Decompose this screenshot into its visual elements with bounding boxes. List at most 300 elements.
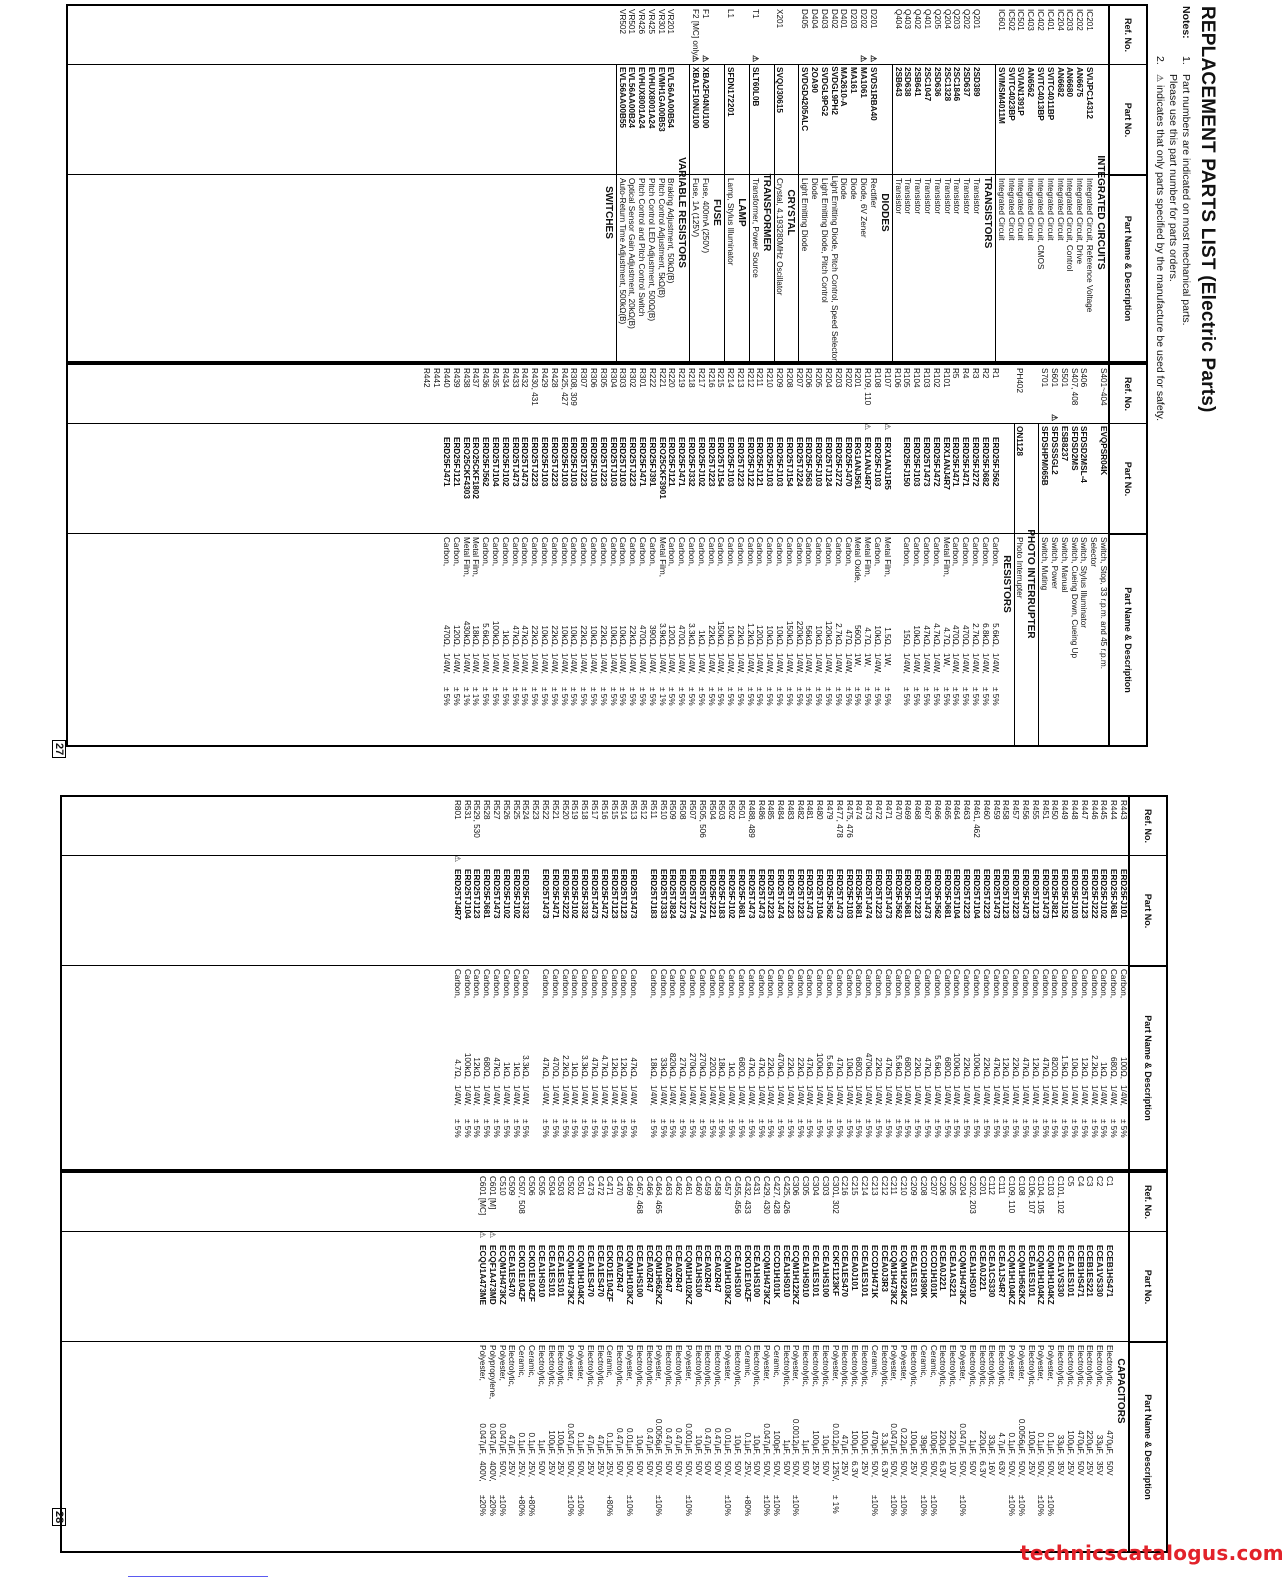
table-row xyxy=(605,1173,615,1551)
part-description: Switch, Stop, 33 r.p.m. and 45 r.p.m. xyxy=(1099,537,1108,669)
part-type: Polyester, xyxy=(722,1345,732,1381)
part-rating: 1/4W, xyxy=(686,653,696,674)
part-tolerance: ± 5% xyxy=(1099,1119,1109,1138)
part-no: ERD25FJ103 xyxy=(775,437,785,487)
part-description: Integrated Circuit, CMOS xyxy=(1036,178,1046,270)
part-value: 100kΩ, xyxy=(490,620,500,647)
part-value: 0.47µF, xyxy=(673,1427,683,1455)
part-value: 47kΩ, xyxy=(492,1057,501,1079)
part-value: 3.3kΩ, xyxy=(521,1055,531,1079)
part-rating: 50V, xyxy=(958,1461,968,1478)
part-tolerance: ± 5% xyxy=(766,1119,776,1138)
part-rating: 1/4W, xyxy=(972,1085,982,1106)
part-tolerance: ± 5% xyxy=(1021,1119,1031,1138)
part-rating: 1/4W, xyxy=(717,1085,727,1106)
part-value: 1.5Ω, xyxy=(882,627,892,647)
part-value: 47kΩ, xyxy=(746,1057,756,1079)
part-no: ERD25TJ473 xyxy=(922,437,932,487)
ref-no: C303 xyxy=(820,1176,830,1196)
part-tolerance: ±10% xyxy=(889,1495,899,1516)
table-row xyxy=(637,365,647,745)
part-type: Electrolytic, xyxy=(1105,1345,1114,1387)
part-description: Diode xyxy=(849,178,859,200)
table-body xyxy=(477,1173,1128,1551)
part-type: Carbon, xyxy=(903,969,913,999)
part-type: Carbon, xyxy=(804,537,814,567)
ref-no: R515 xyxy=(609,800,619,820)
part-type xyxy=(422,533,432,599)
part-rating: 50V, xyxy=(624,1461,634,1478)
part-rating: 50V, xyxy=(918,1461,928,1478)
part-description: Switch, Stylus Illuminator xyxy=(1079,537,1089,629)
part-value: 47µF, xyxy=(585,1434,595,1455)
part-no: ERD25FJ562 xyxy=(893,869,903,919)
part-no: 2SC1047 xyxy=(923,67,933,102)
part-rating: 1/4W, xyxy=(962,1085,972,1106)
part-no: ERX1ANJ4R7 xyxy=(941,437,951,490)
part-no: EVL56AA00B54 xyxy=(666,67,676,128)
table-row xyxy=(765,365,775,745)
part-no: ERD25TJ123 xyxy=(1030,869,1040,919)
table-row xyxy=(666,6,676,361)
part-rating: 1W, xyxy=(853,653,863,668)
part-rating: 1/4W, xyxy=(647,653,657,674)
part-no: ERD25TJ473 xyxy=(834,869,844,919)
part-type: Electrolytic, xyxy=(507,1345,517,1387)
part-type: Electrolytic, xyxy=(536,1345,546,1387)
part-type: Carbon, xyxy=(834,969,844,999)
part-no: SVIJPC14312 xyxy=(1085,67,1094,119)
part-rating: 50V, xyxy=(762,1461,772,1478)
part-type xyxy=(892,533,902,599)
header-desc: Part Name & Description xyxy=(1143,1015,1153,1121)
part-no: ECEA1VS330 xyxy=(1095,1245,1105,1297)
ref-no: R521 xyxy=(550,800,560,820)
part-tolerance: ± 5% xyxy=(972,1119,982,1138)
part-type: Electrolytic, xyxy=(820,1345,830,1387)
part-value: 5.6kΩ, xyxy=(481,623,491,647)
part-no: ERD25TJ223 xyxy=(981,869,991,919)
part-type: Carbon, xyxy=(549,537,559,567)
part-tolerance: ± 5% xyxy=(472,1119,482,1138)
table-row xyxy=(921,365,931,745)
ref-no: R450 xyxy=(1050,800,1060,820)
table-row xyxy=(848,6,858,361)
part-no: ERD25FJ681 xyxy=(482,869,492,919)
ref-no: C463 xyxy=(664,1176,674,1196)
part-rating: 50V, xyxy=(869,1461,879,1478)
part-tolerance xyxy=(1026,1495,1036,1525)
part-type: Electrolytic, xyxy=(1075,1345,1085,1387)
part-rating: 1/4W, xyxy=(913,1085,923,1106)
part-type: Polyester, xyxy=(1007,1345,1017,1381)
part-description: Braking Adjustment, 50kΩ(B) xyxy=(666,178,676,284)
table-row xyxy=(549,365,559,745)
part-rating: 6.3V xyxy=(977,1461,987,1478)
part-tolerance: ±10% xyxy=(918,1495,928,1516)
table-row xyxy=(598,365,608,745)
table-row xyxy=(578,365,588,745)
part-rating: 1/4W, xyxy=(834,1085,844,1106)
part-rating: 25V xyxy=(909,1461,919,1476)
part-tolerance: ±10% xyxy=(958,1495,968,1516)
part-tolerance: ± 1% xyxy=(471,687,481,706)
table-row xyxy=(942,797,952,1169)
part-rating: 1/4W, xyxy=(765,653,775,674)
ref-no: R520 xyxy=(560,800,570,820)
table-row xyxy=(942,6,952,361)
part-rating: 1/4W, xyxy=(805,1085,815,1106)
part-tolerance: ± 5% xyxy=(549,687,559,706)
part-no: ERD25TJ223 xyxy=(785,869,795,919)
header-desc: Part Name & Description xyxy=(1123,587,1133,693)
part-value: 150kΩ, xyxy=(784,620,794,647)
part-description: Auto-Return Time Adjustment, 500kΩ(B) xyxy=(617,178,627,325)
part-tolerance: ±10% xyxy=(654,1495,664,1516)
ref-no: C510 xyxy=(497,1176,507,1196)
table-row xyxy=(971,797,981,1169)
part-rating: 1/4W, xyxy=(814,653,824,674)
part-type: Polyester, xyxy=(624,1345,634,1381)
part-type: Carbon, xyxy=(1109,969,1119,999)
ref-no: VR301 xyxy=(656,9,666,35)
part-value: 10µF, xyxy=(732,1434,742,1455)
part-tolerance: ± 5% xyxy=(550,1119,560,1138)
part-no: ECEA0J221 xyxy=(938,1245,948,1291)
part-no: ERD25FJ102 xyxy=(1099,869,1109,919)
part-type xyxy=(431,533,441,599)
table-row xyxy=(1108,797,1118,1169)
part-tolerance xyxy=(977,1495,987,1525)
part-tolerance: ± 5% xyxy=(991,1119,1001,1138)
ref-no: C210 xyxy=(899,1176,909,1196)
table-row xyxy=(853,365,863,745)
part-type: Electrolytic, xyxy=(1065,1345,1075,1387)
ref-no: C425, 426 xyxy=(781,1176,791,1214)
table-row xyxy=(628,797,638,1169)
part-value: 470pF, xyxy=(869,1430,879,1455)
part-rating: 1/4W, xyxy=(942,1085,952,1106)
ref-no: Q205 xyxy=(932,9,942,30)
part-no: SFDN172201 xyxy=(725,67,735,117)
part-tolerance xyxy=(908,1495,918,1525)
part-no: ERD25TJ223 xyxy=(1011,869,1021,919)
ref-no: R481 xyxy=(805,800,815,820)
safety-mark-icon: ⚠ xyxy=(487,1231,497,1239)
section-title: CAPACITORS xyxy=(1115,1358,1126,1424)
part-rating: 50V, xyxy=(566,1461,576,1478)
ref-no: R480 xyxy=(815,800,825,820)
part-type: Electrolytic, xyxy=(1085,1345,1095,1387)
part-rating: 1/4W, xyxy=(618,653,628,674)
table-row xyxy=(941,365,951,745)
ref-no: R101 xyxy=(941,368,951,388)
part-value: 1kΩ, xyxy=(727,1061,737,1079)
part-no: ERD25FJ102 xyxy=(501,869,511,919)
part-rating: 25V xyxy=(860,1461,870,1476)
part-no xyxy=(892,423,902,533)
part-rating: 25V, xyxy=(526,1461,536,1478)
note-number: 2. xyxy=(1154,56,1166,65)
part-tolerance: ± 5% xyxy=(599,1119,609,1138)
table-row xyxy=(1040,797,1050,1169)
part-no: ERD25TJ223 xyxy=(706,437,716,487)
ref-no: R108 xyxy=(873,368,883,388)
table-row xyxy=(775,797,785,1169)
part-tolerance: ±10% xyxy=(683,1495,693,1516)
part-rating: 1/4W, xyxy=(971,653,981,674)
part-no: MA161 xyxy=(849,67,859,94)
part-type: Carbon, xyxy=(952,969,962,999)
table-row xyxy=(971,6,981,361)
part-rating: 1/4W, xyxy=(784,653,794,674)
table-row xyxy=(1036,1173,1046,1551)
table-row xyxy=(1050,797,1060,1169)
part-tolerance: ± 5% xyxy=(706,687,716,706)
part-value: 390Ω, xyxy=(647,624,657,647)
part-no: ERD25FJ103 xyxy=(588,437,598,487)
part-no: ERD25TJ104 xyxy=(462,869,472,919)
table-row xyxy=(883,797,893,1169)
part-tolerance xyxy=(801,1495,811,1525)
part-no: ERD25FJ103 xyxy=(539,437,549,487)
part-no: ERD25TJ224 xyxy=(794,437,804,487)
table-row xyxy=(422,365,432,745)
part-no: ERD25TJ473 xyxy=(520,437,530,487)
ref-no: F2 [MC] only xyxy=(691,9,701,56)
part-rating: 25V xyxy=(1026,1461,1036,1476)
ref-no: D203 xyxy=(849,9,859,29)
part-tolerance xyxy=(712,1495,722,1525)
part-rating: 1/4W, xyxy=(883,1085,893,1106)
ref-no: R218 xyxy=(686,368,696,388)
table-row xyxy=(834,797,844,1169)
part-rating: 1/4W, xyxy=(951,653,961,674)
table-row xyxy=(676,365,686,745)
part-tolerance xyxy=(703,1495,713,1525)
part-no: ERD25TJ123 xyxy=(1001,869,1011,919)
part-type: Metal Film, xyxy=(863,537,873,578)
part-no: ERD25FJ121 xyxy=(755,437,765,487)
part-value: 5.6kΩ, xyxy=(932,1055,942,1079)
table-row xyxy=(912,797,922,1169)
part-type: Electrolytic, xyxy=(997,1345,1007,1387)
table-row xyxy=(693,1173,703,1551)
part-type: Carbon, xyxy=(972,969,982,999)
ref-no: C207 xyxy=(928,1176,938,1196)
part-type: Carbon, xyxy=(784,537,794,567)
ref-no: R302 xyxy=(628,368,638,388)
part-no xyxy=(422,423,432,533)
safety-mark-icon: ⚠ xyxy=(750,55,760,63)
section-title: PHOTO INTERRUPTER xyxy=(1024,423,1039,745)
table-row xyxy=(840,1173,850,1551)
part-no: ERD25TJ274 xyxy=(697,869,707,919)
ref-no: C202, 203 xyxy=(967,1176,977,1214)
part-value: 15Ω, xyxy=(902,629,912,647)
part-value: 470µF, xyxy=(1105,1430,1114,1455)
part-no: ERD25FJ272 xyxy=(833,437,843,487)
part-rating: 1/4W, xyxy=(1070,1085,1080,1106)
ref-no: R429 xyxy=(539,368,549,388)
table-row xyxy=(781,1173,791,1551)
part-rating: 1/4W, xyxy=(451,653,461,674)
part-tolerance: ± 5% xyxy=(1079,1119,1089,1138)
part-no: ERD25FJ472 xyxy=(931,437,941,487)
part-tolerance: ± 5% xyxy=(932,1119,942,1138)
part-description: Transistor xyxy=(932,178,942,215)
part-tolerance: +80% xyxy=(742,1495,752,1517)
part-no: ⚠ XBA1F10NU100 xyxy=(691,55,701,129)
part-tolerance: ±10% xyxy=(722,1495,732,1516)
part-no: ERD25FJ562 xyxy=(825,869,835,919)
part-value: 10µF, xyxy=(634,1434,644,1455)
part-type: Carbon, xyxy=(1021,969,1031,999)
part-tolerance: ± 5% xyxy=(658,1119,668,1138)
table-row xyxy=(756,797,766,1169)
part-tolerance xyxy=(996,1495,1006,1525)
part-type: Carbon, xyxy=(560,969,570,999)
part-type: Carbon, xyxy=(716,537,726,567)
table-row xyxy=(951,365,961,745)
part-type: Electrolytic, xyxy=(987,1345,997,1387)
part-tolerance xyxy=(938,1495,948,1525)
part-no: ⚠ XBA2F04NU100 xyxy=(701,55,711,129)
ref-no: R104 xyxy=(912,368,922,388)
part-value xyxy=(892,599,902,653)
part-type: Polyester, xyxy=(566,1345,576,1381)
part-description: Transistor xyxy=(903,178,913,215)
part-value: 4.7Ω, xyxy=(941,627,951,647)
part-type: Carbon, xyxy=(815,969,825,999)
safety-mark-icon: ⚠ xyxy=(882,423,892,431)
part-value: 10kΩ, xyxy=(726,625,736,647)
part-no: 2SD638 xyxy=(903,67,913,97)
ref-no: R449 xyxy=(1060,800,1070,820)
part-rating: 25V xyxy=(1065,1461,1075,1476)
table-row xyxy=(854,797,864,1169)
part-rating: 50V xyxy=(536,1461,546,1476)
part-type: Carbon, xyxy=(1030,969,1040,999)
ref-no: C212 xyxy=(879,1176,889,1196)
ref-no: C208 xyxy=(918,1176,928,1196)
ref-no: R303 xyxy=(618,368,628,388)
part-no: ECQM1H104KZ xyxy=(575,1245,585,1305)
ref-no: R3 xyxy=(971,368,981,379)
part-no: ERD25FJ562 xyxy=(932,869,942,919)
part-value: 470Ω, xyxy=(677,624,687,647)
part-description: Integrated Circuit xyxy=(1016,178,1026,241)
ref-no: R105 xyxy=(902,368,912,388)
part-value: 10µF, xyxy=(752,1434,762,1455)
part-type: Carbon, xyxy=(500,537,510,567)
part-rating: 1/4W, xyxy=(931,653,941,674)
table-row xyxy=(1065,1173,1075,1551)
part-value: 0.1µF, xyxy=(575,1432,585,1455)
part-rating: 1/4W, xyxy=(501,1085,511,1106)
part-value: 10kΩ, xyxy=(814,625,824,647)
part-no: ERD25FJ272 xyxy=(971,437,981,487)
part-value: 470Ω, xyxy=(442,624,451,647)
part-type: Electrolytic, xyxy=(879,1345,889,1387)
part-no: ERD25TJ223 xyxy=(874,869,884,919)
part-no: ERD25TJ473 xyxy=(629,869,639,919)
part-rating: 50V, xyxy=(928,1461,938,1478)
part-tolerance: ± 5% xyxy=(1119,1119,1128,1138)
ref-no: R524 xyxy=(521,800,531,820)
part-rating: 1/4W, xyxy=(539,653,549,674)
part-rating: 1/4W, xyxy=(716,653,726,674)
part-value: 18kΩ, xyxy=(471,625,481,647)
ref-no: C464, 465 xyxy=(654,1176,664,1214)
table-row xyxy=(862,365,872,745)
part-description: Light Emitting Diode, Pitch Control, Speed Selector xyxy=(829,175,839,361)
ref-no: C467, 468 xyxy=(634,1176,644,1214)
ref-no: R106 xyxy=(892,368,902,388)
part-description: Transistor xyxy=(962,178,972,215)
part-type: Carbon, xyxy=(511,969,521,999)
part-type: Carbon, xyxy=(608,537,618,567)
part-value: 5.6kΩ, xyxy=(893,1055,903,1079)
ref-no: C213 xyxy=(869,1176,879,1196)
part-type: Electrolytic, xyxy=(938,1345,948,1387)
part-rating: 400V, xyxy=(478,1461,487,1482)
table-row xyxy=(961,797,971,1169)
part-no: ECQM1H473KZ xyxy=(958,1245,968,1305)
part-rating: 50V, xyxy=(1016,1461,1026,1478)
part-tolerance: ± 5% xyxy=(952,1119,962,1138)
table-row xyxy=(844,797,854,1169)
part-tolerance: ± 5% xyxy=(873,687,883,706)
part-rating: 50V xyxy=(673,1461,683,1476)
column-divider xyxy=(62,1231,1166,1232)
table-row xyxy=(879,1173,889,1551)
part-rating: 25V xyxy=(556,1461,566,1476)
part-type: Carbon, xyxy=(874,969,884,999)
part-rating: 1/4W, xyxy=(511,1085,521,1106)
part-tolerance xyxy=(585,1495,595,1525)
part-rating: 1/4W, xyxy=(736,1085,746,1106)
part-tolerance: ± 5% xyxy=(1001,1119,1011,1138)
table-row xyxy=(1006,1173,1016,1551)
part-value: 10kΩ, xyxy=(559,625,569,647)
part-type: Carbon, xyxy=(727,969,737,999)
part-value: 0.47µF, xyxy=(664,1427,674,1455)
part-value: 100µF, xyxy=(556,1430,566,1455)
part-type: Polyester, xyxy=(654,1345,664,1381)
part-type: Carbon, xyxy=(756,969,766,999)
part-value: 47kΩ, xyxy=(834,1057,844,1079)
ref-no: VR201 xyxy=(666,9,676,35)
part-value: 10kΩ, xyxy=(873,625,883,647)
table-row xyxy=(627,6,637,361)
part-tolerance xyxy=(987,1495,997,1525)
part-value: 12kΩ, xyxy=(1001,1057,1011,1079)
ref-no: C4 xyxy=(1075,1176,1085,1187)
part-type: Electrolytic, xyxy=(673,1345,683,1387)
part-tolerance xyxy=(693,1495,703,1525)
table-row xyxy=(980,365,990,745)
part-tolerance: ± 5% xyxy=(1040,1119,1050,1138)
part-no: ERD25TJ123 xyxy=(1079,869,1089,919)
ref-no: R201 xyxy=(853,368,863,388)
part-tolerance: ±10% xyxy=(1007,1495,1017,1516)
ref-no: C206 xyxy=(938,1176,948,1196)
part-no: ERD25TJ223 xyxy=(735,437,745,487)
table-row xyxy=(722,1173,732,1551)
table-row xyxy=(761,1173,771,1551)
ref-no: R461, 462 xyxy=(972,800,982,838)
